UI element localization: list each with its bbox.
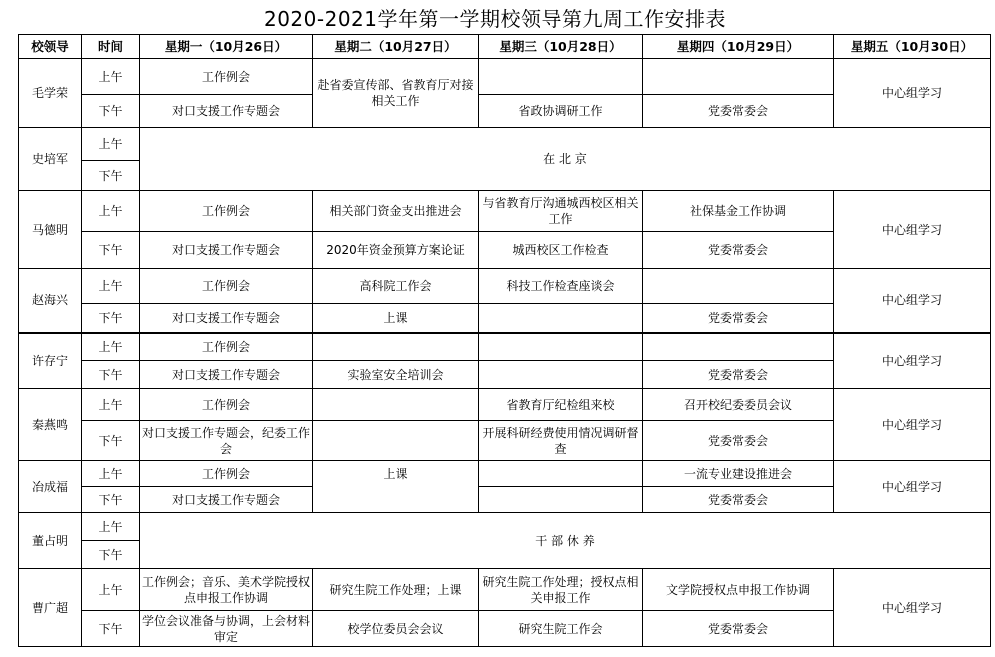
cell-mon-am: 工作例会 <box>140 333 313 361</box>
period-am: 上午 <box>82 269 140 304</box>
cell-thu-am: 文学院授权点申报工作协调 <box>643 569 834 611</box>
cell-thu-pm: 党委常委会 <box>643 361 834 389</box>
cell-mon-pm: 对口支援工作专题会 <box>140 95 313 128</box>
cell-wed-pm: 城西校区工作检查 <box>479 232 643 269</box>
period-pm: 下午 <box>82 361 140 389</box>
cell-tue-am: 相关部门资金支出推进会 <box>313 191 479 232</box>
cell-thu-am <box>643 333 834 361</box>
cell-mon-am: 工作例会；音乐、美术学院授权点申报工作协调 <box>140 569 313 611</box>
period-am: 上午 <box>82 569 140 611</box>
cell-tue-pm: 校学位委员会会议 <box>313 611 479 647</box>
cell-fri: 中心组学习 <box>834 461 991 513</box>
header-monday: 星期一（10月26日） <box>140 35 313 59</box>
period-pm: 下午 <box>82 232 140 269</box>
cell-wed-pm <box>479 304 643 333</box>
header-time: 时间 <box>82 35 140 59</box>
cell-mon-pm: 对口支援工作专题会 <box>140 232 313 269</box>
cell-fri: 中心组学习 <box>834 389 991 461</box>
table-row <box>19 389 991 421</box>
period-pm: 下午 <box>82 541 140 569</box>
cell-tue: 赴省委宣传部、省教育厅对接相关工作 <box>313 59 479 128</box>
period-am: 上午 <box>82 513 140 541</box>
cell-fri: 中心组学习 <box>834 333 991 389</box>
header-thursday: 星期四（10月29日） <box>643 35 834 59</box>
cell-wed-am <box>479 461 643 487</box>
cell-fri: 中心组学习 <box>834 191 991 269</box>
table-row <box>19 269 991 304</box>
cell-wed-pm <box>479 487 643 513</box>
cell-wed-pm: 研究生院工作会 <box>479 611 643 647</box>
leader-name: 马德明 <box>19 191 82 269</box>
leader-name: 冶成福 <box>19 461 82 513</box>
table-row <box>19 569 991 611</box>
period-pm: 下午 <box>82 421 140 461</box>
cell-week-merged: 在 北 京 <box>140 128 991 191</box>
header-friday: 星期五（10月30日） <box>834 35 991 59</box>
cell-tue-pm: 实验室安全培训会 <box>313 361 479 389</box>
cell-thu-am <box>643 269 834 304</box>
leader-name: 董占明 <box>19 513 82 569</box>
header-wednesday: 星期三（10月28日） <box>479 35 643 59</box>
leader-name: 秦燕鸣 <box>19 389 82 461</box>
table-row <box>19 513 991 541</box>
cell-tue-am: 高科院工作会 <box>313 269 479 304</box>
period-pm: 下午 <box>82 611 140 647</box>
leader-name: 赵海兴 <box>19 269 82 333</box>
period-am: 上午 <box>82 333 140 361</box>
cell-wed-pm: 省政协调研工作 <box>479 95 643 128</box>
cell-thu-pm: 党委常委会 <box>643 232 834 269</box>
cell-mon-am: 工作例会 <box>140 389 313 421</box>
cell-fri: 中心组学习 <box>834 569 991 647</box>
page-title: 2020-2021学年第一学期校领导第九周工作安排表 <box>263 6 726 31</box>
cell-thu-am: 社保基金工作协调 <box>643 191 834 232</box>
cell-mon-am: 工作例会 <box>140 59 313 95</box>
cell-thu-pm: 党委常委会 <box>643 611 834 647</box>
cell-mon-pm: 学位会议准备与协调，上会材料审定 <box>140 611 313 647</box>
leader-name: 史培军 <box>19 128 82 191</box>
period-am: 上午 <box>82 128 140 161</box>
cell-fri: 中心组学习 <box>834 59 991 128</box>
cell-tue-am <box>313 333 479 361</box>
leader-name: 毛学荣 <box>19 59 82 128</box>
table-row <box>19 59 991 95</box>
cell-thu-pm: 党委常委会 <box>643 487 834 513</box>
leader-name: 曹广超 <box>19 569 82 647</box>
cell-wed-am: 省教育厅纪检组来校 <box>479 389 643 421</box>
cell-fri: 中心组学习 <box>834 269 991 333</box>
cell-thu-pm: 党委常委会 <box>643 95 834 128</box>
cell-wed-am <box>479 59 643 95</box>
header-tuesday: 星期二（10月27日） <box>313 35 479 59</box>
cell-wed-am: 与省教育厅沟通城西校区相关工作 <box>479 191 643 232</box>
cell-thu-am: 召开校纪委委员会议 <box>643 389 834 421</box>
cell-wed-am: 科技工作检查座谈会 <box>479 269 643 304</box>
cell-mon-am: 工作例会 <box>140 191 313 232</box>
period-pm: 下午 <box>82 304 140 333</box>
period-am: 上午 <box>82 191 140 232</box>
table-row <box>19 461 991 487</box>
cell-tue-am <box>313 389 479 421</box>
period-pm: 下午 <box>82 487 140 513</box>
cell-thu-pm: 党委常委会 <box>643 304 834 333</box>
cell-mon-pm: 对口支援工作专题会 <box>140 304 313 333</box>
cell-mon-pm: 对口支援工作专题会，纪委工作会 <box>140 421 313 461</box>
cell-thu-am: 一流专业建设推进会 <box>643 461 834 487</box>
period-am: 上午 <box>82 461 140 487</box>
period-pm: 下午 <box>82 161 140 191</box>
cell-thu-am <box>643 59 834 95</box>
cell-mon-pm: 对口支援工作专题会 <box>140 487 313 513</box>
cell-wed-pm <box>479 361 643 389</box>
cell-wed-am: 研究生院工作处理；授权点相关申报工作 <box>479 569 643 611</box>
table-row <box>19 333 991 361</box>
cell-tue-pm: 2020年资金预算方案论证 <box>313 232 479 269</box>
cell-mon-am: 工作例会 <box>140 461 313 487</box>
cell-wed-pm: 开展科研经费使用情况调研督查 <box>479 421 643 461</box>
leader-name: 许存宁 <box>19 333 82 389</box>
table-row <box>19 128 991 161</box>
cell-mon-pm: 对口支援工作专题会 <box>140 361 313 389</box>
cell-tue-am: 研究生院工作处理；上课 <box>313 569 479 611</box>
period-am: 上午 <box>82 59 140 95</box>
cell-tue-pm <box>313 421 479 461</box>
cell-tue-pm: 上课 <box>313 304 479 333</box>
cell-week-merged: 干 部 休 养 <box>140 513 991 569</box>
header-row <box>19 35 991 59</box>
table-row <box>19 191 991 232</box>
cell-mon-am: 工作例会 <box>140 269 313 304</box>
header-leader: 校领导 <box>19 35 82 59</box>
cell-wed-am <box>479 333 643 361</box>
period-am: 上午 <box>82 389 140 421</box>
cell-tue: 上课 <box>313 461 479 513</box>
cell-thu-pm: 党委常委会 <box>643 421 834 461</box>
schedule-table <box>18 34 991 647</box>
period-pm: 下午 <box>82 95 140 128</box>
